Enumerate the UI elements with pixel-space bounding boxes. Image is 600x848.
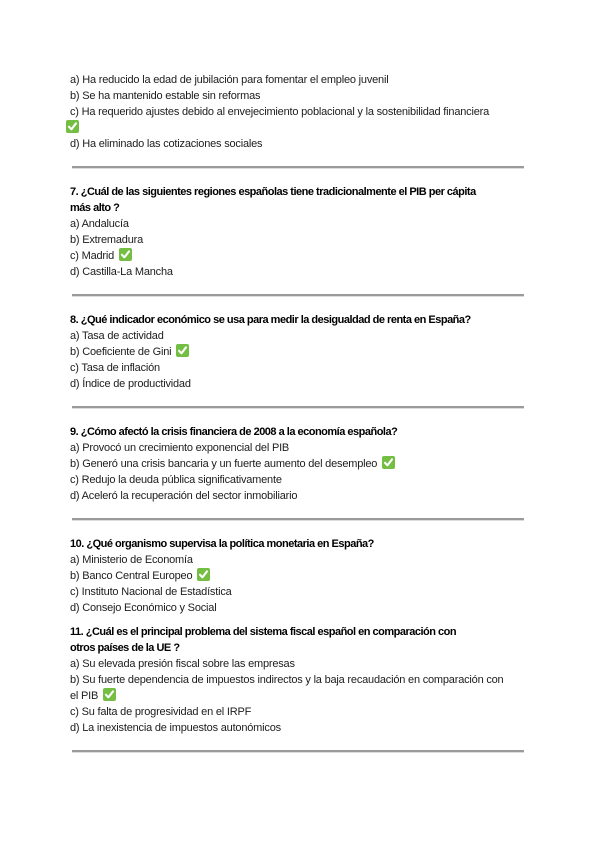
option-c: c) Tasa de inflación — [70, 362, 160, 374]
question-block-9 — [70, 424, 540, 504]
question-block-7 — [70, 184, 540, 280]
option-a: a) Tasa de actividad — [70, 330, 164, 342]
option-c-check-line — [70, 120, 540, 136]
option-b — [70, 344, 540, 360]
correct-answer-checkmark-icon — [119, 248, 132, 261]
question-title-line: 11. ¿Cuál es el principal problema del sistema fiscal español en comparación con — [70, 626, 457, 638]
option-a: a) Andalucía — [70, 218, 129, 230]
option-b-line-1: b) Su fuerte dependencia de impuestos indirectos y la baja recaudación en comparación con — [70, 674, 504, 686]
correct-answer-checkmark-icon — [176, 344, 189, 357]
correct-answer-checkmark-icon — [103, 688, 116, 701]
correct-answer-checkmark-icon — [197, 568, 210, 581]
question-title-line: más alto ? — [70, 202, 120, 214]
option-b: b) Extremadura — [70, 234, 144, 246]
question-title-line: 9. ¿Cómo afectó la crisis financiera de 2008 a la economía española? — [70, 426, 398, 438]
option-c: c) Redujo la deuda pública significativamente — [70, 474, 282, 486]
section-divider — [72, 166, 524, 169]
question-block-11 — [70, 624, 540, 736]
section-divider — [72, 294, 524, 297]
option-c: c) Ha requerido ajustes debido al envejecimiento poblacional y la sostenibilidad financiera — [70, 106, 490, 118]
option-c: c) Su falta de progresividad en el IRPF — [70, 706, 252, 718]
page-content — [70, 72, 540, 768]
question-title-line: otros países de la UE ? — [70, 642, 180, 654]
option-b — [70, 456, 540, 472]
option-text: b) Generó una crisis bancaria y un fuerte aumento del desempleo — [70, 458, 378, 470]
question-title-line: 8. ¿Qué indicador económico se usa para medir la desigualdad de renta en España? — [70, 314, 471, 326]
option-d: d) Castilla-La Mancha — [70, 266, 173, 278]
question-block-8 — [70, 312, 540, 392]
question-block-6-partial — [70, 72, 540, 152]
correct-answer-checkmark-icon — [66, 120, 79, 133]
question-block-10 — [70, 536, 540, 616]
option-c — [70, 248, 540, 264]
question-title-line: 10. ¿Qué organismo supervisa la política monetaria en España? — [70, 538, 374, 550]
option-d: d) La inexistencia de impuestos autonómicos — [70, 722, 281, 734]
section-divider — [72, 750, 524, 753]
option-a: a) Su elevada presión fiscal sobre las empresas — [70, 658, 295, 670]
option-a: a) Ministerio de Economía — [70, 554, 193, 566]
option-d: d) Aceleró la recuperación del sector inmobiliario — [70, 490, 298, 502]
option-text: c) Madrid — [70, 250, 115, 262]
option-b: b) Se ha mantenido estable sin reformas — [70, 90, 261, 102]
option-d: d) Índice de productividad — [70, 378, 191, 390]
option-b — [70, 568, 540, 584]
question-title-line: 7. ¿Cuál de las siguientes regiones españolas tiene tradicionalmente el PIB per cápita — [70, 186, 476, 198]
option-a: a) Ha reducido la edad de jubilación para fomentar el empleo juvenil — [70, 74, 389, 86]
option-d: d) Ha eliminado las cotizaciones sociales — [70, 138, 263, 150]
option-text: b) Banco Central Europeo — [70, 570, 193, 582]
correct-answer-checkmark-icon — [382, 456, 395, 469]
section-divider — [72, 406, 524, 409]
option-text: b) Coeficiente de Gini — [70, 346, 172, 358]
option-d: d) Consejo Económico y Social — [70, 602, 217, 614]
option-c: c) Instituto Nacional de Estadística — [70, 586, 232, 598]
option-text: el PIB — [70, 690, 99, 702]
option-b-line-2 — [70, 688, 540, 704]
section-divider — [72, 518, 524, 521]
option-a: a) Provocó un crecimiento exponencial del PIB — [70, 442, 290, 454]
